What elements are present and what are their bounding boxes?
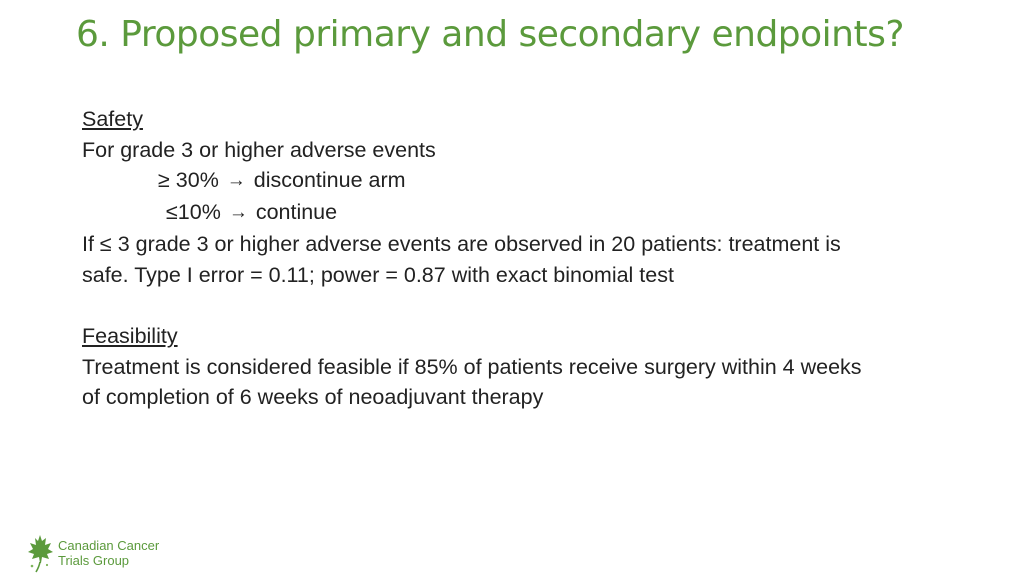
rule-threshold: ≥ 30% (158, 168, 219, 193)
logo-line-1: Canadian Cancer (58, 538, 160, 553)
safety-statement-line-2: safe. Type I error = 0.11; power = 0.87 with exact binomial test (82, 262, 674, 287)
safety-statement-line-1: If ≤ 3 grade 3 or higher adverse events are observed in 20 patients: treatment is (82, 231, 841, 256)
safety-intro: For grade 3 or higher adverse events (82, 137, 436, 162)
feasibility-statement-line-2: of completion of 6 weeks of neoadjuvant therapy (82, 385, 544, 410)
rule-threshold: ≤10% (166, 200, 221, 225)
rule-result: continue (255, 200, 338, 225)
arrow-right-icon: → (228, 202, 248, 224)
safety-heading: Safety (82, 107, 143, 131)
slide-title: 6. Proposed primary and secondary endpoints? (76, 14, 904, 55)
arrow-right-icon: → (226, 170, 246, 192)
spacer (82, 290, 982, 321)
slide-body (82, 104, 982, 413)
rule-result: discontinue arm (253, 168, 406, 193)
maple-leaf-icon (26, 533, 54, 573)
organization-logo (26, 533, 159, 573)
safety-rule-discontinue (82, 165, 982, 197)
logo-wordmark (58, 538, 159, 568)
logo-line-2: Trials Group (58, 553, 130, 568)
safety-rule-continue (82, 197, 982, 229)
feasibility-heading: Feasibility (82, 323, 178, 348)
feasibility-statement-line-1: Treatment is considered feasible if 85% of patients receive surgery within 4 weeks (82, 354, 862, 379)
